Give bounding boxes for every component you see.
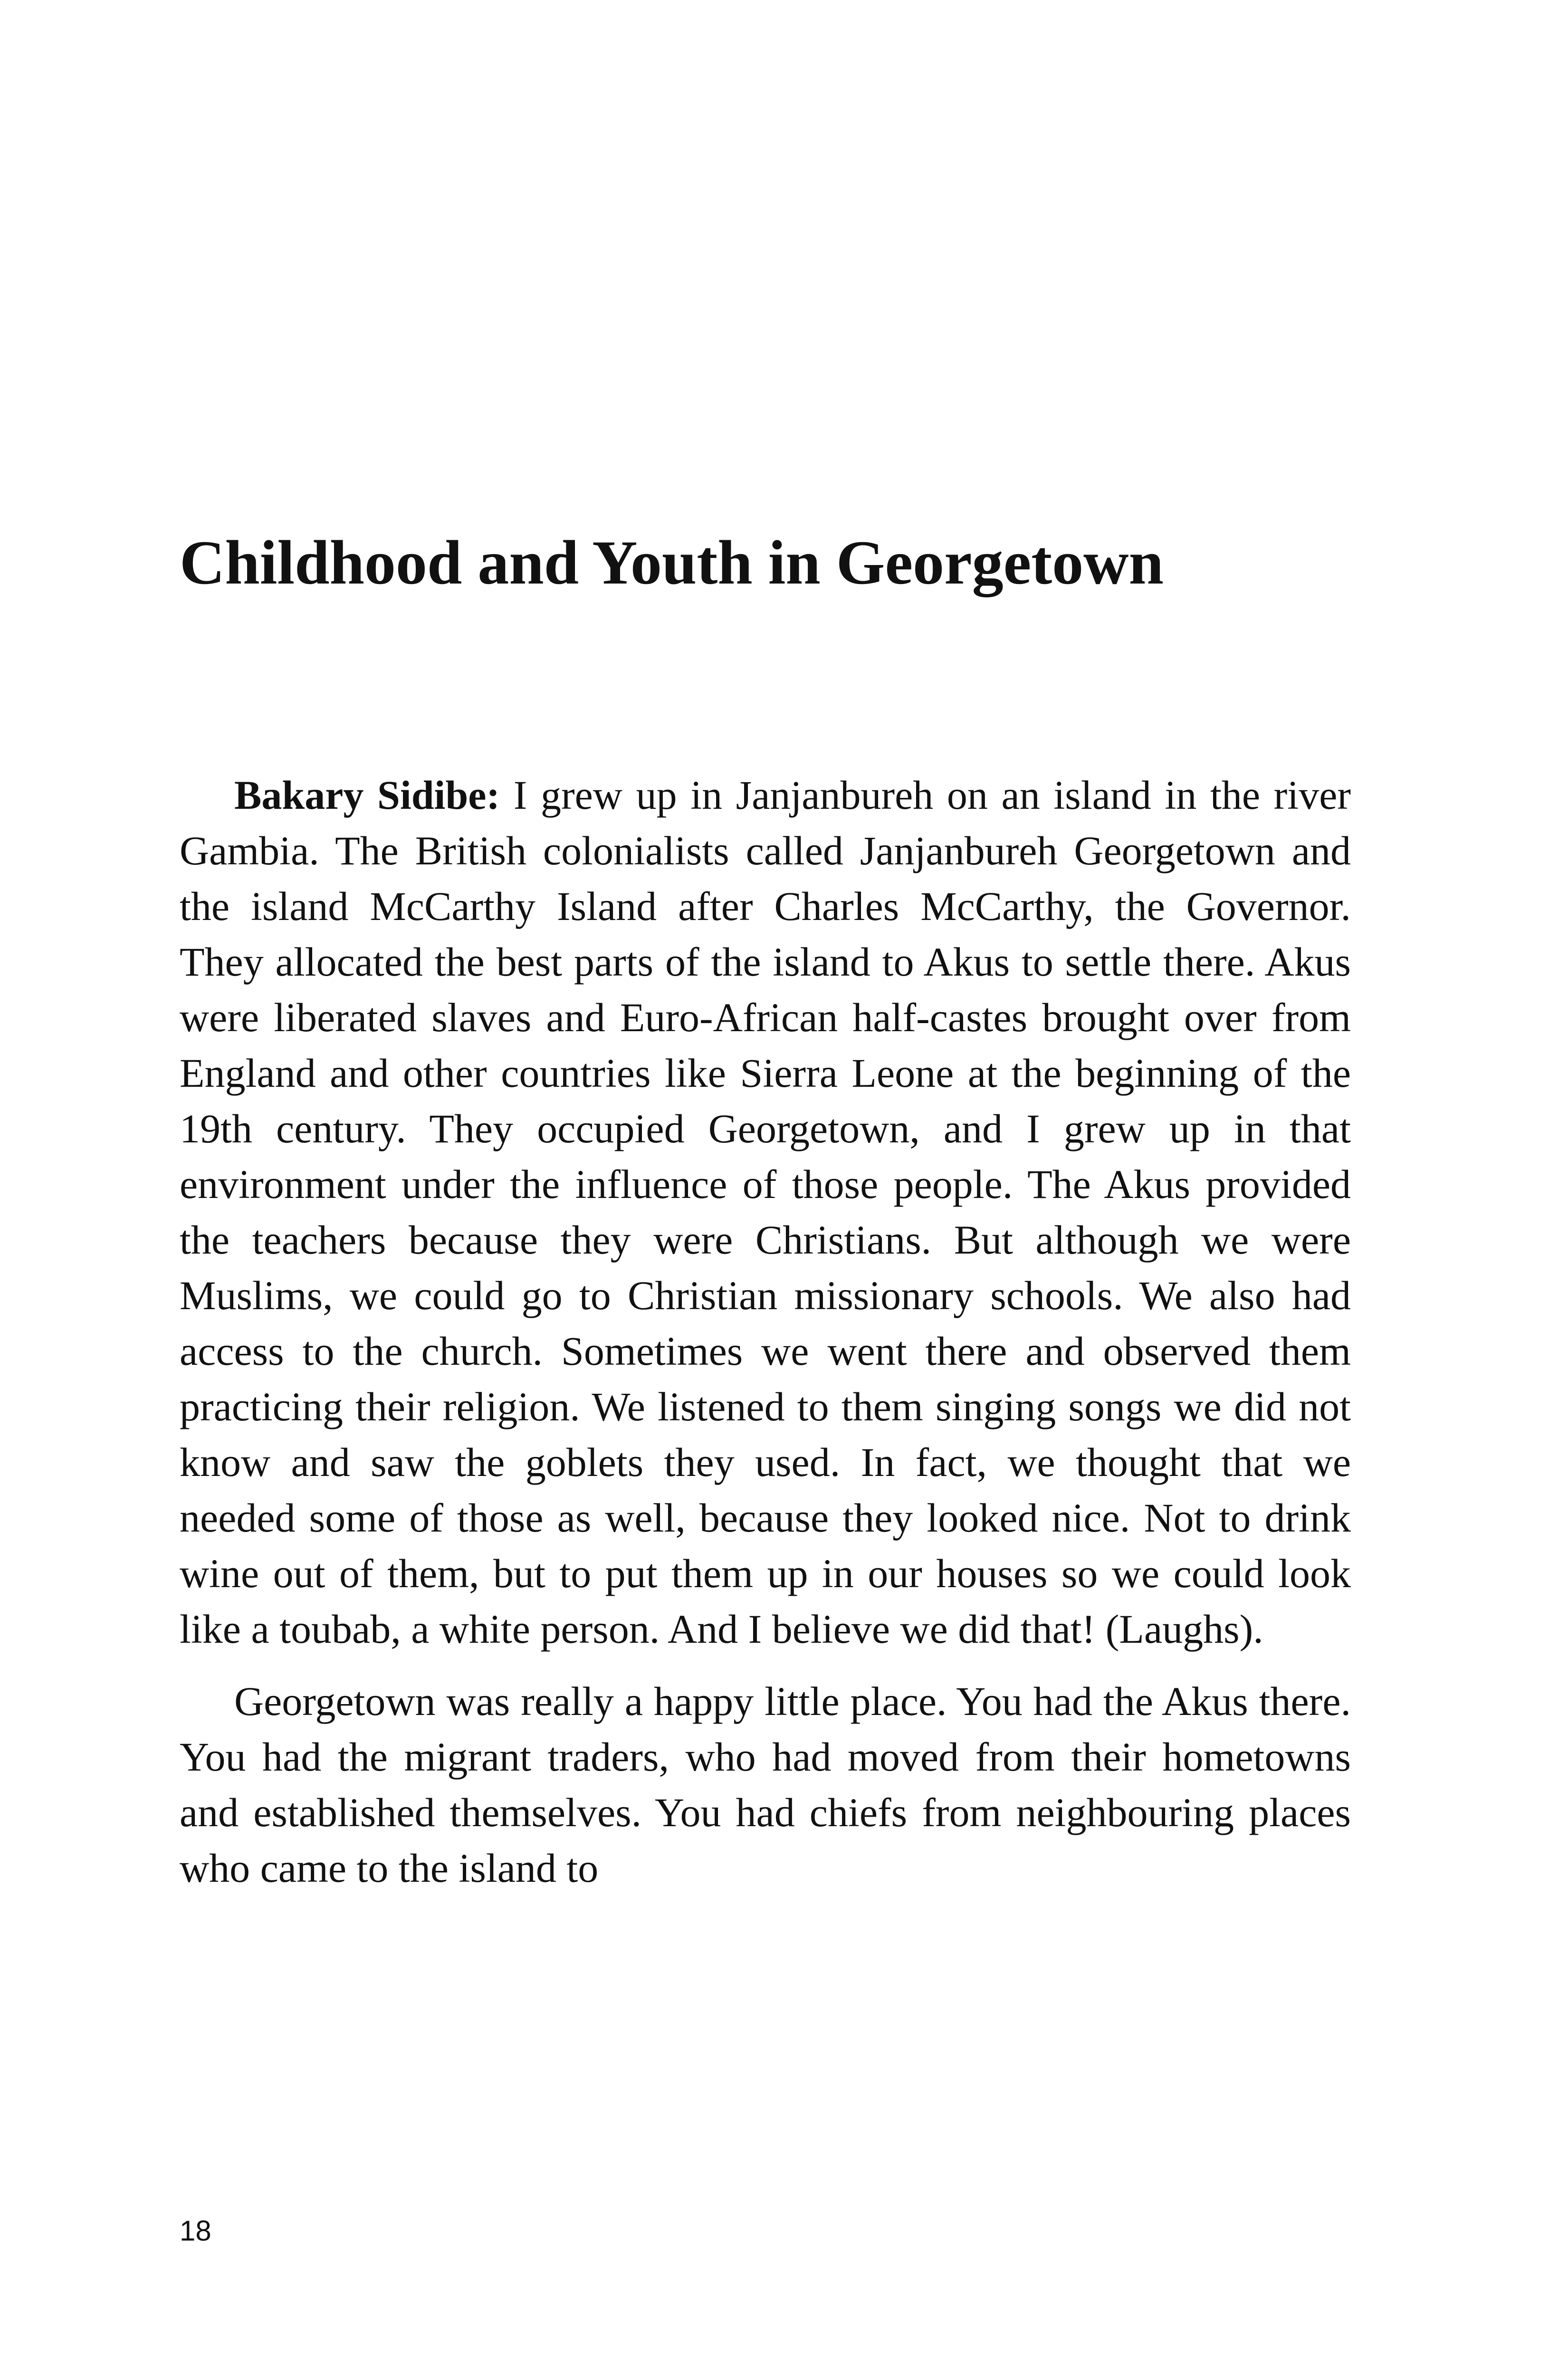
body-text	[180, 767, 1351, 1896]
page-number: 18	[180, 2215, 211, 2247]
paragraph-2	[180, 1674, 1351, 1896]
paragraph-1	[180, 767, 1351, 1657]
speaker-name: Bakary Sidibe:	[234, 772, 500, 818]
chapter-title: Childhood and Youth in Georgetown	[180, 527, 1164, 597]
paragraph-1-text: I grew up in Janjanbureh on an island in the river Gambia. The British colonialists called Janjanbureh Georgetown and the island McCarthy Island after Charles McCarthy, the Governor. They allocated the best parts of the island to Akus to settle there. Akus were liberated slaves and Euro-African half-castes brought over from England and other countries like Sierra Leone at the beginning of the 19th century. They occupied Georgetown, and I grew up in that environment under the influence of those people. The Akus provided the teachers because they were Christians. But although we were Muslims, we could go to Christian missionary schools. We also had access to the church. Sometimes we went there and observed them practicing their religion. We listened to them singing songs we did not know and saw the goblets they used. In fact, we thought that we needed some of those as well, because they looked nice. Not to drink wine out of them, but to put them up in our houses so we could look like a toubab, a white person. And I believe we did that! (Laughs).	[180, 772, 1351, 1652]
paragraph-2-text: Georgetown was really a happy little place. You had the Akus there. You had the migrant traders, who had moved from their hometowns and established themselves. You had chiefs from neighbouring places who came to the island to	[180, 1678, 1351, 1891]
